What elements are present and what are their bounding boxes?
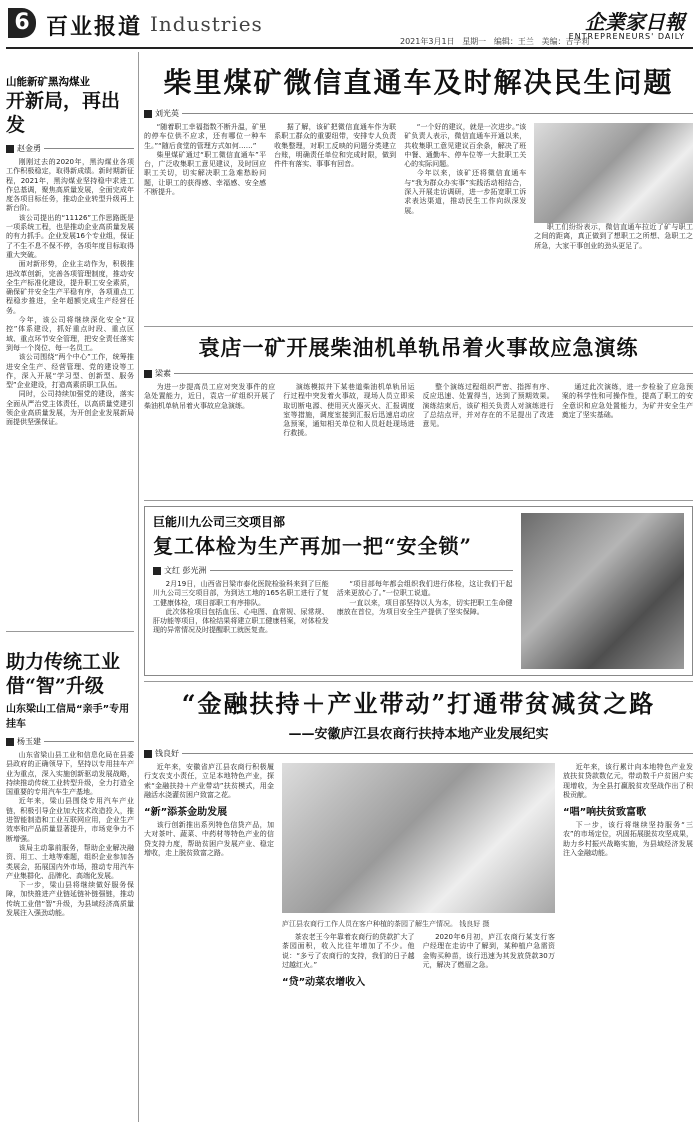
story-headline: 开新局，再出发 (6, 90, 121, 136)
paragraph: 该局主动靠前服务，帮助企业解决融资、用工、土地等难题，组织企业参加各类展会，拓展国内外市场，推动专用汽车产业集群化、品牌化、高端化发展。 (6, 843, 134, 880)
story-subhead: ——安徽庐江县农商行扶持本地产业发展纪实 (288, 727, 549, 742)
story-left-1 (6, 74, 134, 626)
byline (6, 736, 134, 747)
paragraph: 下一步，梁山县将继续做好服务保障，加快推进产业链延链补链强链，推动传统工业借“智”升级，为县域经济高质量发展注入强劲动能。 (6, 881, 134, 918)
paragraph: 据了解，该矿把微信直通车作为联系职工群众的重要纽带，安排专人负责收集整理，对职工反映的问题分类建立台账，明确责任单位和完成时限，做到件件有落实、事事有回音。 (274, 123, 397, 169)
byline (6, 143, 134, 154)
byline-marker-icon (144, 370, 152, 378)
byline-author: 钱良好 (155, 749, 179, 758)
issue-date: 2021年3月1日 (400, 37, 455, 46)
designer: 美编：吉学莉 (541, 37, 590, 46)
section-heading: “新”添茶金助发展 (144, 807, 228, 819)
lead-story (144, 66, 693, 321)
byline (144, 368, 693, 379)
byline-rule (182, 753, 693, 754)
byline-marker-icon (144, 750, 152, 758)
story-body (6, 751, 134, 1126)
story-headline: “金融扶持＋产业带动”打通带贫减贫之路 (181, 689, 656, 718)
paragraph: 下一步，该行将继续坚持服务“三农”的市场定位，巩固拓展脱贫攻坚成果，助力乡村振兴战略实施，为县域经济发展注入金融动能。 (563, 821, 693, 858)
paragraph: 今年以来，该矿还将微信直通车与“我为群众办实事”实践活动相结合，深入开展走访调研，进一步拓宽职工诉求表达渠道，推动民生工作向纵深发展。 (404, 169, 527, 215)
story-left-2 (6, 650, 134, 1126)
lead-photo (534, 123, 693, 223)
masthead-en: ENTREPRENEURS' DAILY (568, 32, 685, 41)
paragraph: 该行创新推出系列特色信贷产品，加大对茶叶、蔬菜、中药材等特色产业的信贷支持力度，帮助贫困户发展产业、稳定增收，走上脱贫致富之路。 (144, 821, 274, 858)
story-body (6, 158, 134, 626)
story-yuandian (144, 332, 693, 495)
byline-author: 文红 彭光洲 (164, 566, 207, 575)
editor: 编辑：王兰 (493, 37, 534, 46)
divider (144, 500, 693, 501)
story-headline: 助力传统工业借“智”升级 (6, 651, 121, 697)
divider (144, 681, 693, 682)
paragraph: 为进一步提高员工应对突发事件的应急处置能力，近日，袁店一矿组织开展了柴油机单轨吊着火事故应急演练。 (144, 383, 276, 410)
section-title: 百业报道 (46, 14, 143, 40)
story-sanjiao (144, 506, 693, 676)
lead-body (144, 123, 693, 321)
paragraph: 该公司围绕“两个中心”工作，统筹推进安全生产、经营管理、党的建设等工作，深入开展“学习型、创新型、服务型”企业建设，打造高素质职工队伍。 (6, 353, 134, 390)
divider (6, 631, 134, 632)
photo-caption: 庐江县农商行工作人员在客户种植的茶园了解生产情况。 钱良好 摄 (282, 920, 490, 928)
story-kicker: 巨能川九公司三交项目部 (153, 515, 286, 529)
page-header (0, 0, 699, 48)
paragraph: 刚刚过去的2020年，黑沟煤业各项工作积极稳定，取得新成绩。新时期新征程，2021年，黑沟煤业坚持稳中求进工作总基调，聚焦高质量发展，全面完成年度各项目标任务，推动企业转型升级再上新台阶。 (6, 158, 134, 213)
paragraph: 近年来，梁山县围绕专用汽车产业链，积极引导企业加大技术改造投入，推进智能制造和工业互联网应用，企业生产效率和产品质量显著提升，市场竞争力不断增强。 (6, 797, 134, 843)
byline-marker-icon (6, 738, 14, 746)
divider (144, 326, 693, 327)
paragraph: 演练模拟井下某巷道柴油机单轨吊运行过程中突发着火事故，现场人员立即采取切断电源、使用灭火器灭火、汇报调度室等措施，调度室接到汇报后迅速启动应急预案，通知相关单位和人员赶赴现场进行救援。 (283, 383, 415, 438)
issue-meta (400, 36, 589, 47)
byline-author: 赵金勇 (17, 144, 41, 153)
paragraph: 今年，该公司将继续深化安全“双控”体系建设，抓好重点时段、重点区域、重点环节安全管理，把安全责任落实到每一个岗位、每一名员工。 (6, 316, 134, 352)
section-heading: “唱”响扶贫致富歌 (563, 807, 647, 819)
byline-rule (174, 373, 693, 374)
page-number: 6 (8, 8, 36, 38)
byline-author: 梁素 (155, 369, 171, 378)
story-body (144, 383, 693, 495)
paragraph: 同时，公司持续加强党的建设，落实全面从严治党主体责任，以高质量党建引领企业高质量发展，为开创企业发展新局面提供坚强保证。 (6, 390, 134, 427)
byline (144, 108, 693, 119)
masthead-logo: 企業家日報 (585, 10, 685, 34)
story-body (144, 763, 693, 1097)
section-heading: “贷”动菜农增收入 (282, 977, 366, 989)
paragraph: 一直以来，项目部坚持以人为本，切实把职工生命健康放在首位，为项目安全生产提供了坚实保障。 (336, 598, 513, 616)
story-subhead: 山东梁山工信局“亲手”专用挂车 (6, 704, 130, 730)
section-title-en: Industries (150, 12, 263, 36)
story-headline: 袁店一矿开展柴油机单轨吊着火事故应急演练 (198, 335, 639, 360)
paragraph: 整个演练过程组织严密、指挥有序、反应迅速、处置得当，达到了预期效果。演练结束后，该矿相关负责人对演练进行了总结点评，并对存在的不足提出了改进意见。 (422, 383, 554, 429)
byline-rule (210, 570, 513, 571)
main-area (144, 52, 693, 1122)
paragraph: 通过此次演练，进一步检验了应急预案的科学性和可操作性，提高了职工的安全意识和应急处置能力，为矿井安全生产奠定了坚实基础。 (561, 383, 693, 419)
paragraph: 近年来，安徽省庐江县农商行积极履行支农支小责任，立足本地特色产业，探索“金融扶持＋产业带动”扶贫模式，用金融活水浇灌贫困户致富之花。 (144, 763, 274, 799)
paragraph: 近年来，该行累计向本地特色产业发放扶贫贷款数亿元，带动数千户贫困户实现增收，为全县打赢脱贫攻坚战作出了积极贡献。 (563, 763, 693, 799)
column-rule (138, 52, 139, 1122)
paragraph: “随着职工幸福指数不断升温，矿里的停车位供不应求，还有哪位一种车生。”“随后食堂的管理方式如何……” (144, 123, 267, 150)
lead-headline: 柴里煤矿微信直通车及时解决民生问题 (163, 66, 674, 99)
byline (144, 748, 693, 759)
paragraph: 此次体检项目包括血压、心电图、血常规、尿常规、肝功能等项目，体检结果将建立职工健康档案，对体检发现的异常情况及时提醒职工就医复查。 (153, 607, 329, 635)
paragraph: 职工们纷纷表示，微信直通车拉近了矿与职工之间的距离，真正做到了想职工之所想、急职工之所急，大家干事创业的劲头更足了。 (534, 223, 693, 250)
paragraph: 2020年6月初，庐江农商行某支行客户经理在走访中了解到，某种植户急需资金购买种苗，该行迅速为其发放贷款30万元，解决了燃眉之急。 (422, 933, 555, 969)
story-photo (521, 513, 684, 669)
paragraph: “一个好的建议，就是一次进步。”该矿负责人表示，微信直通车开通以来，共收集职工意见建议百余条，解决了班中餐、通勤车、停车位等一大批职工关心的实际问题。 (404, 123, 527, 169)
byline-marker-icon (6, 145, 14, 153)
header-rule (6, 47, 693, 49)
paragraph: 茶农老王今年靠着农商行的贷款扩大了茶园面积，收入比往年增加了不少。他说：“多亏了农商行的支持，我们的日子越过越红火。” (282, 933, 415, 969)
paragraph: 柴里煤矿通过“职工微信直通车”平台，广泛收集职工意见建议，及时回应职工关切，切实解决职工急难愁盼问题，让职工的获得感、幸福感、安全感不断提升。 (144, 150, 267, 197)
byline-rule (182, 113, 693, 114)
story-kicker: 山能新矿黑沟煤业 (6, 76, 90, 88)
byline (153, 565, 513, 576)
byline-author: 刘光英 (155, 109, 179, 118)
paragraph: 2月19日，山西省吕梁市泰化医院检验科来到了巨能川九公司三交项目部，为到达工地的165名职工进行了复工健康体检，项目部职工有序排队。 (153, 580, 329, 607)
story-photo (282, 763, 555, 913)
byline-rule (44, 148, 134, 149)
byline-author: 杨玉建 (17, 737, 41, 746)
story-lujiang (144, 687, 693, 1097)
paragraph: 该公司提出的“11126”工作思路既是一项系统工程，也是推动企业高质量发展的有力抓手。企业发展16个专业组，保证了不生不息不保不停，各项年度目标取得重大突破。 (6, 213, 134, 259)
byline-marker-icon (144, 110, 152, 118)
paragraph: 面对新形势，企业主动作为，积极推进改革创新，完善各项管理制度，推动安全生产标准化建设，提升职工安全素质，确保矿井安全生产平稳有序，各项重点工程稳步推进，全年超额完成生产经营任务。 (6, 260, 134, 315)
paragraph: “项目部每年都会组织我们进行体检，这让我们干起活来更放心了。”一位职工说道。 (336, 580, 513, 598)
story-headline: 复工体检为生产再加一把“安全锁” (153, 534, 473, 558)
paragraph: 山东省梁山县工业和信息化局在县委县政府的正确领导下，坚持以专用挂车产业为重点，深入实施创新驱动发展战略，持续推动传统工业转型升级，全力打造全国重要的专用汽车生产基地。 (6, 751, 134, 797)
left-column (6, 52, 134, 1122)
byline-rule (44, 741, 134, 742)
byline-marker-icon (153, 567, 161, 575)
issue-weekday: 星期一 (462, 37, 487, 46)
